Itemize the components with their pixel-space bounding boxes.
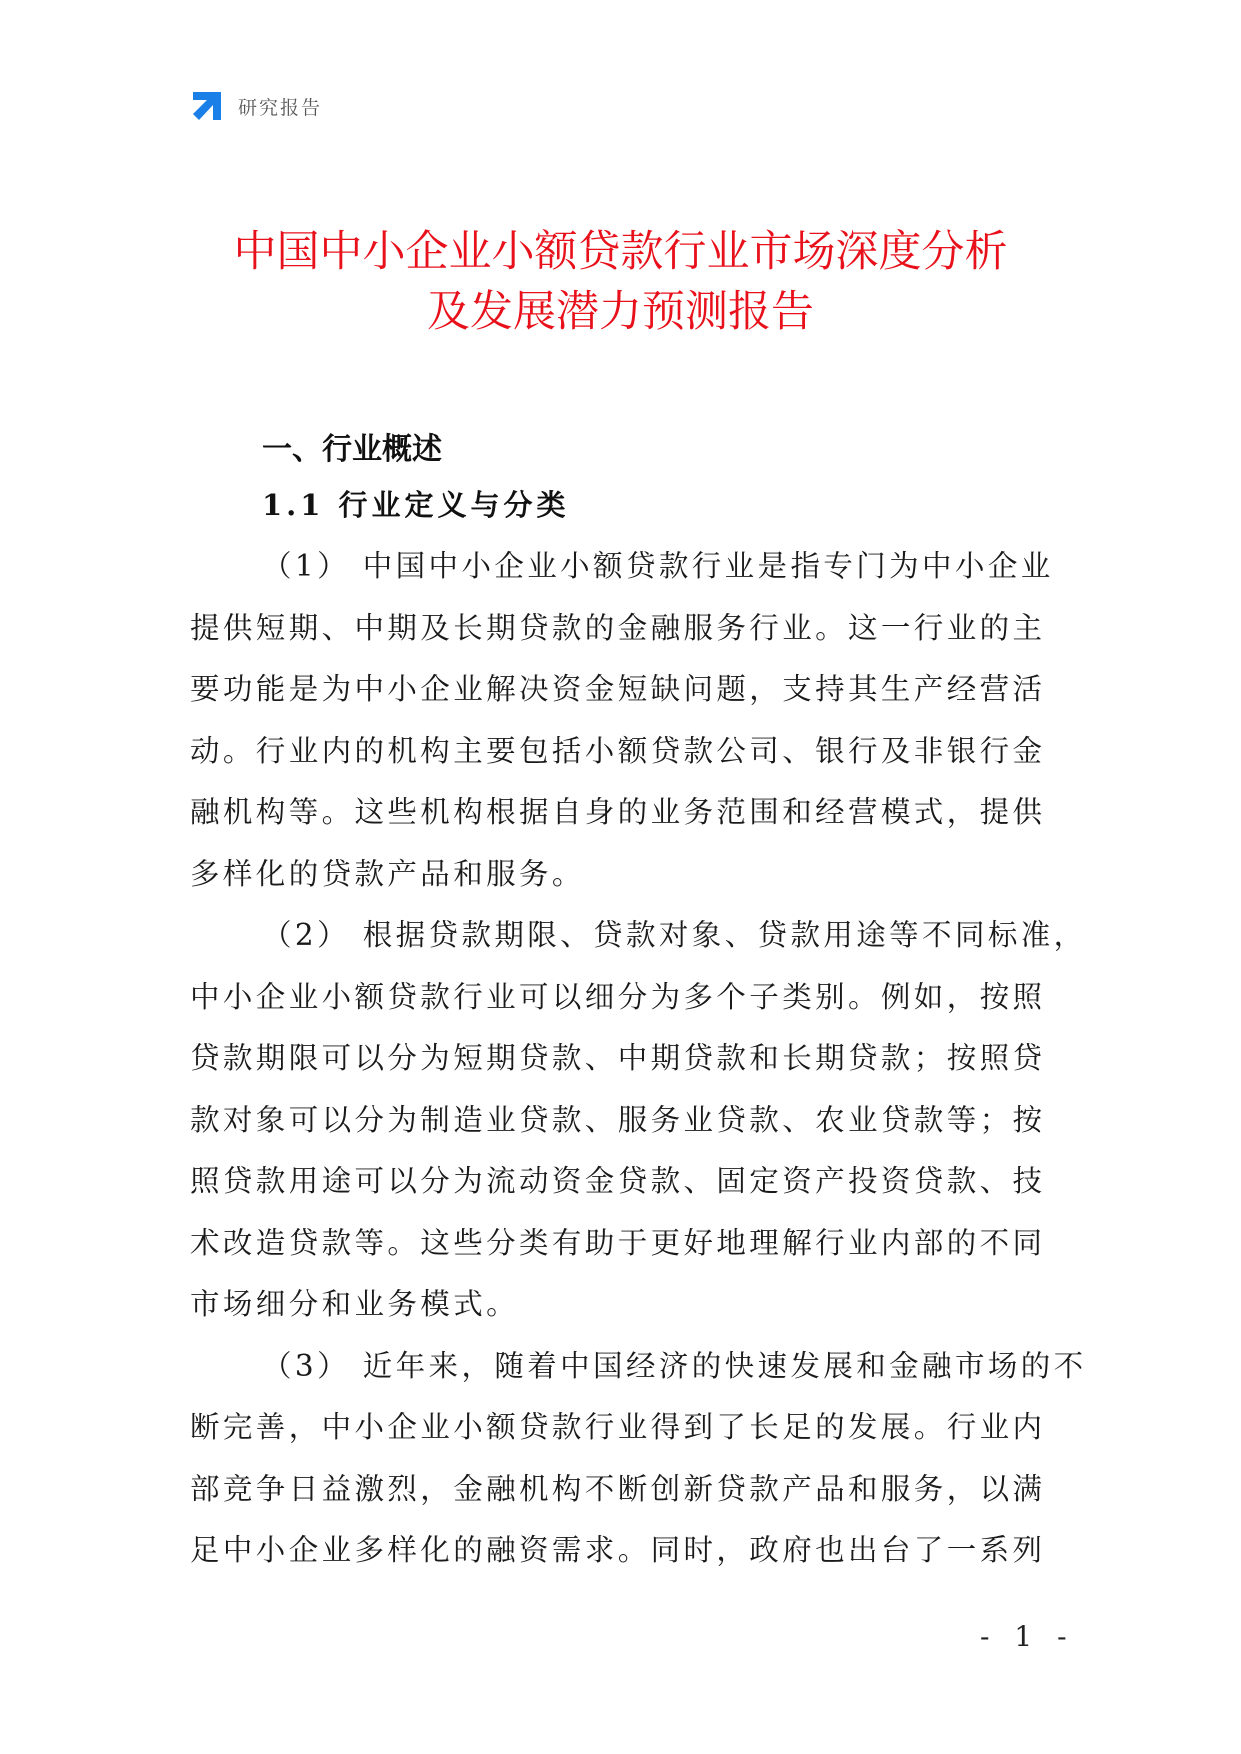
arrow-logo-icon: [190, 89, 224, 123]
paragraph-line: 款对象可以分为制造业贷款、服务业贷款、农业贷款等；按: [190, 1102, 1046, 1137]
paragraph-line: 部竞争日益激烈，金融机构不断创新贷款产品和服务，以满: [190, 1471, 1046, 1506]
page-number: - 1 -: [980, 1620, 1075, 1653]
body-text: [190, 536, 1087, 1582]
paragraph-line: 提供短期、中期及长期贷款的金融服务行业。这一行业的主: [190, 610, 1046, 645]
section-heading: 一、行业概述: [262, 432, 442, 467]
paragraph-line: 要功能是为中小企业解决资金短缺问题，支持其生产经营活: [190, 672, 1046, 706]
subsection-heading: 1.1 行业定义与分类: [262, 488, 570, 522]
paragraph-line: 融机构等。这些机构根据自身的业务范围和经营模式，提供: [190, 795, 1046, 829]
paragraph-line: 多样化的贷款产品和服务。: [190, 856, 585, 891]
paragraph-line: 断完善，中小企业小额贷款行业得到了长足的发展。行业内: [190, 1410, 1046, 1444]
paragraph-line: （3） 近年来，随着中国经济的快速发展和金融市场的不: [262, 1348, 1087, 1383]
paragraph-line: 术改造贷款等。这些分类有助于更好地理解行业内部的不同: [190, 1225, 1046, 1260]
paragraph-line: 中小企业小额贷款行业可以细分为多个子类别。例如，按照: [190, 979, 1046, 1014]
paragraph-line: （1） 中国中小企业小额贷款行业是指专门为中小企业: [262, 549, 1054, 583]
header-label: 研究报告: [238, 96, 323, 119]
paragraph-line: 足中小企业多样化的融资需求。同时，政府也出台了一系列: [190, 1533, 1046, 1567]
paragraph-line: 市场细分和业务模式。: [190, 1287, 520, 1321]
paragraph-line: （2） 根据贷款期限、贷款对象、贷款用途等不同标准，: [262, 918, 1087, 952]
paragraph-line: 照贷款用途可以分为流动资金贷款、固定资产投资贷款、技: [190, 1164, 1046, 1198]
report-title-line-1: 中国中小企业小额贷款行业市场深度分析: [233, 227, 1008, 277]
paragraph-line: 贷款期限可以分为短期贷款、中期贷款和长期贷款；按照贷: [190, 1041, 1046, 1075]
report-title-line-2: 及发展潜力预测报告: [427, 287, 814, 337]
paragraph-line: 动。行业内的机构主要包括小额贷款公司、银行及非银行金: [190, 733, 1046, 768]
header: [190, 88, 322, 124]
